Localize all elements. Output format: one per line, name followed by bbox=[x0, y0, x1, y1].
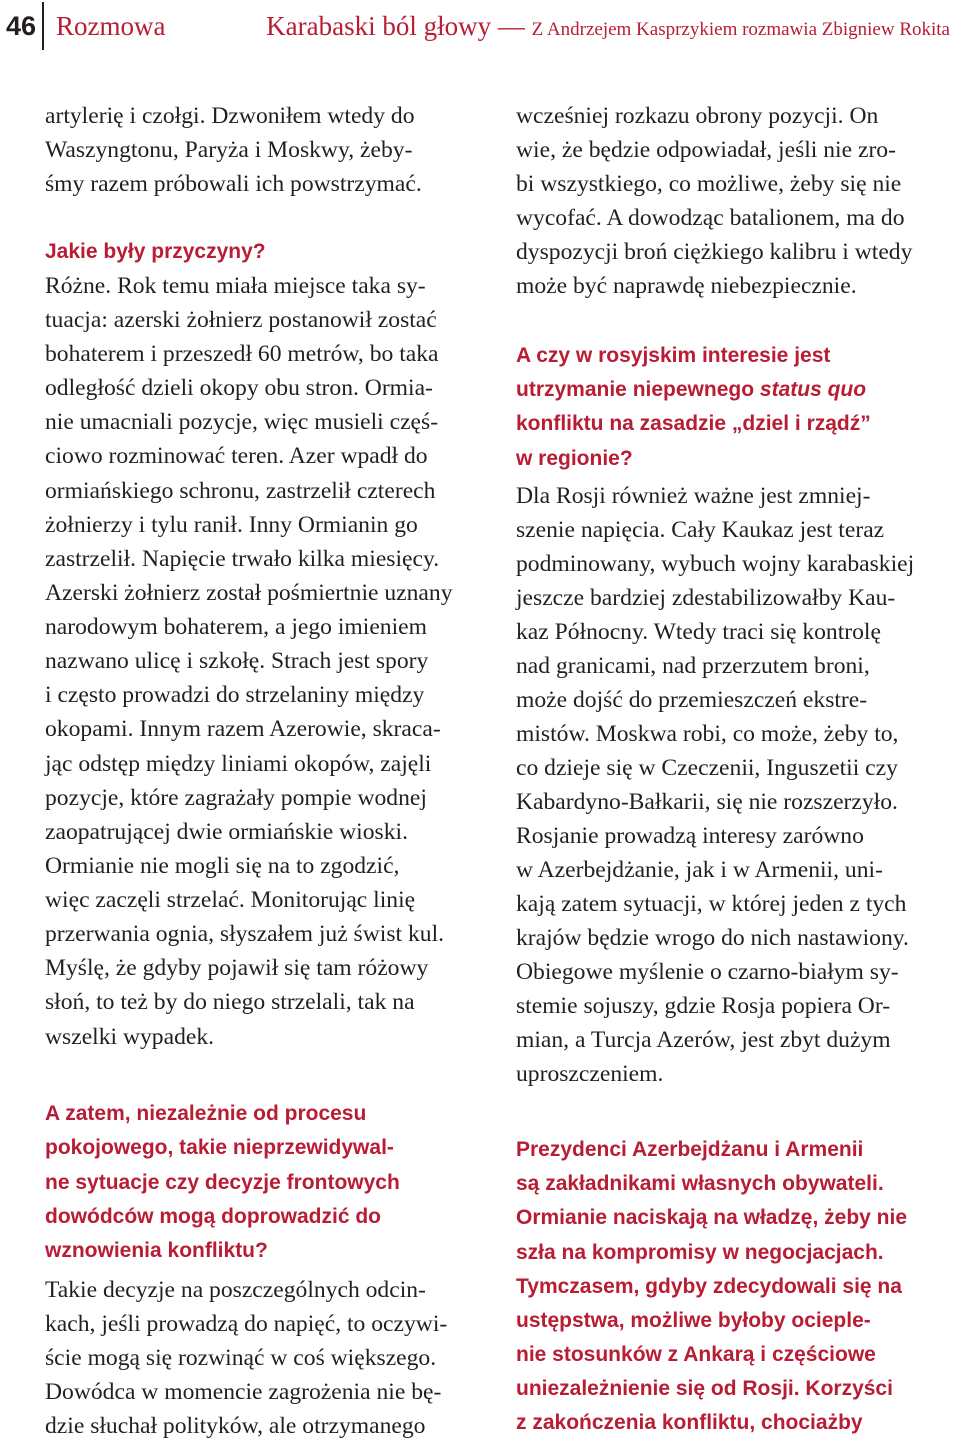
text-line: Waszyngtonu, Paryża i Moskwy, żeby- bbox=[45, 137, 413, 163]
text-line: wycofać. A dowodząc batalionem, ma do bbox=[516, 205, 905, 231]
question-line: A czy w rosyjskim interesie jest bbox=[516, 344, 831, 367]
text-line: Ormianie nie mogli się na to zgodzić, bbox=[45, 853, 400, 879]
text-line: ormiańskiego schronu, zastrzelił czterech bbox=[45, 478, 436, 504]
question-line: Ormianie naciskają na władzę, żeby nie bbox=[516, 1206, 908, 1229]
text-line: Dla Rosji również ważne jest zmniej- bbox=[516, 483, 871, 509]
text-line: uproszczeniem. bbox=[516, 1061, 664, 1087]
question-line: wznowienia konfliktu? bbox=[45, 1239, 268, 1262]
text-line: odległość dzieli okopy obu stron. Ormia- bbox=[45, 375, 433, 401]
question-italic-term: status quo bbox=[759, 378, 867, 401]
title-dash: — bbox=[497, 11, 525, 41]
text-line: jeszcze bardziej zdestabilizowałby Kau- bbox=[516, 585, 896, 611]
text-line: śmy razem próbowali ich powstrzymać. bbox=[45, 171, 422, 197]
text-line: Obiegowe myślenie o czarno-białym sy- bbox=[516, 959, 899, 985]
question-line: konfliktu na zasadzie „dziel i rządź” bbox=[516, 412, 871, 435]
text-line: kaz Północny. Wtedy traci się kontrolę bbox=[516, 619, 881, 645]
text-line: dyspozycji broń ciężkiego kalibru i wtedy bbox=[516, 239, 913, 265]
text-line: więc zaczęli strzelać. Monitorując linię bbox=[45, 887, 416, 913]
text-line: Dowódca w momencie zagrożenia nie bę- bbox=[45, 1379, 442, 1405]
question-line: Prezydenci Azerbejdżanu i Armenii bbox=[516, 1138, 864, 1161]
text-line: stemie sojuszy, gdzie Rosja popiera Or- bbox=[516, 993, 891, 1019]
text-line: w Azerbejdżanie, jak i w Armenii, uni- bbox=[516, 857, 883, 883]
text-line: może dojść do przemieszczeń ekstre- bbox=[516, 687, 868, 713]
text-line: mian, a Turcja Azerów, jest zbyt dużym bbox=[516, 1027, 891, 1053]
question-line: pokojowego, takie nieprzewidywal- bbox=[45, 1136, 394, 1159]
text-line: Kabardyno-Bałkarii, się nie rozszerzyło. bbox=[516, 789, 898, 815]
header-divider bbox=[42, 2, 44, 50]
text-line: podminowany, wybuch wojny karabaskiej bbox=[516, 551, 915, 577]
article-subtitle: Z Andrzejem Kasprzykiem rozmawia Zbigniew Rokita bbox=[531, 19, 950, 40]
text-line: co dzieje się w Czeczenii, Inguszetii czy bbox=[516, 755, 898, 781]
text-line: bohaterem i przeszedł 60 metrów, bo taka bbox=[45, 341, 439, 367]
question-line: szła na kompromisy w negocjacjach. bbox=[516, 1241, 884, 1264]
question-line: nie stosunków z Ankarą i częściowe bbox=[516, 1343, 876, 1366]
text-line: ciowo rozminować teren. Azer wpadł do bbox=[45, 443, 428, 469]
text-line: żołnierzy i tylu ranił. Inny Ormianin go bbox=[45, 512, 418, 538]
text-line: nad granicami, nad przerzutem broni, bbox=[516, 653, 870, 679]
question-line: Jakie były przyczyny? bbox=[45, 240, 266, 263]
text-line: kają zatem sytuacji, w której jeden z tych bbox=[516, 891, 907, 917]
text-line: Azerski żołnierz został pośmiertnie uznany bbox=[45, 580, 453, 606]
text-line: mistów. Moskwa robi, co może, żeby to, bbox=[516, 721, 899, 747]
page-number: 46 bbox=[6, 11, 37, 41]
question-line: ne sytuacje czy decyzje frontowych bbox=[45, 1171, 400, 1194]
text-line: kach, jeśli prowadzą do napięć, to oczywi- bbox=[45, 1311, 448, 1337]
article-title: Karabaski ból głowy bbox=[266, 11, 492, 41]
text-line: Takie decyzje na poszczególnych odcin- bbox=[45, 1277, 426, 1303]
text-line: jąc odstęp między liniami okopów, zajęli bbox=[45, 751, 432, 777]
section-label: Rozmowa bbox=[56, 11, 166, 41]
question-line: w regionie? bbox=[516, 447, 633, 470]
text-line: Różne. Rok temu miała miejsce taka sy- bbox=[45, 273, 426, 299]
text-line: artylerię i czołgi. Dzwoniłem wtedy do bbox=[45, 103, 415, 129]
text-line: narodowym bohaterem, a jego imieniem bbox=[45, 614, 427, 640]
text-line: dzie słuchał polityków, ale otrzymanego bbox=[45, 1413, 426, 1439]
text-line: nie umacniali pozycje, więc musieli częś- bbox=[45, 409, 439, 435]
text-line: Myślę, że gdyby pojawił się tam różowy bbox=[45, 955, 429, 981]
text-line: zastrzelił. Napięcie trwało kilka miesięcy. bbox=[45, 546, 440, 572]
question-text: utrzymanie niepewnego bbox=[516, 378, 760, 401]
question-line: A zatem, niezależnie od procesu bbox=[45, 1102, 367, 1125]
text-line: szenie napięcia. Cały Kaukaz jest teraz bbox=[516, 517, 885, 543]
question-line: dowódców mogą doprowadzić do bbox=[45, 1205, 381, 1228]
question-line: z zakończenia konfliktu, chociażby bbox=[516, 1411, 863, 1434]
text-line: okopami. Innym razem Azerowie, skraca- bbox=[45, 716, 441, 742]
text-line: słoń, to też by do niego strzelali, tak na bbox=[45, 989, 415, 1015]
running-header bbox=[0, 0, 960, 54]
text-line: tuacja: azerski żołnierz postanowił zostać bbox=[45, 307, 437, 333]
text-line: ście mogą się rozwinąć w coś większego. bbox=[45, 1345, 437, 1371]
text-line: Rosjanie prowadzą interesy zarówno bbox=[516, 823, 864, 849]
text-line: wszelki wypadek. bbox=[45, 1024, 215, 1050]
text-line: krajów będzie wrogo do nich nastawiony. bbox=[516, 925, 909, 951]
text-line: nazwano ulicę i szkołę. Strach jest spory bbox=[45, 648, 429, 674]
question-line: uniezależnienie się od Rosji. Korzyści bbox=[516, 1377, 893, 1400]
text-line: pozycje, które zagrażały pompie wodnej bbox=[45, 785, 427, 811]
question-line: są zakładnikami własnych obywateli. bbox=[516, 1172, 884, 1195]
text-line: i często prowadzi do strzelaniny między bbox=[45, 682, 425, 708]
running-title bbox=[266, 9, 950, 47]
text-line: bi wszystkiego, co możliwe, żeby się nie bbox=[516, 171, 902, 197]
question-line: ustępstwa, możliwe byłoby ocieple- bbox=[516, 1309, 871, 1332]
text-line: zaopatrującej dwie ormiańskie wioski. bbox=[45, 819, 408, 845]
text-line: wcześniej rozkazu obrony pozycji. On bbox=[516, 103, 879, 129]
text-line: wie, że będzie odpowiadał, jeśli nie zro- bbox=[516, 137, 896, 163]
question-line: Tymczasem, gdyby zdecydowali się na bbox=[516, 1275, 902, 1298]
question-line bbox=[516, 374, 866, 406]
text-line: może być naprawdę niebezpiecznie. bbox=[516, 273, 857, 299]
text-line: przerwania ognia, słyszałem już świst kul. bbox=[45, 921, 445, 947]
